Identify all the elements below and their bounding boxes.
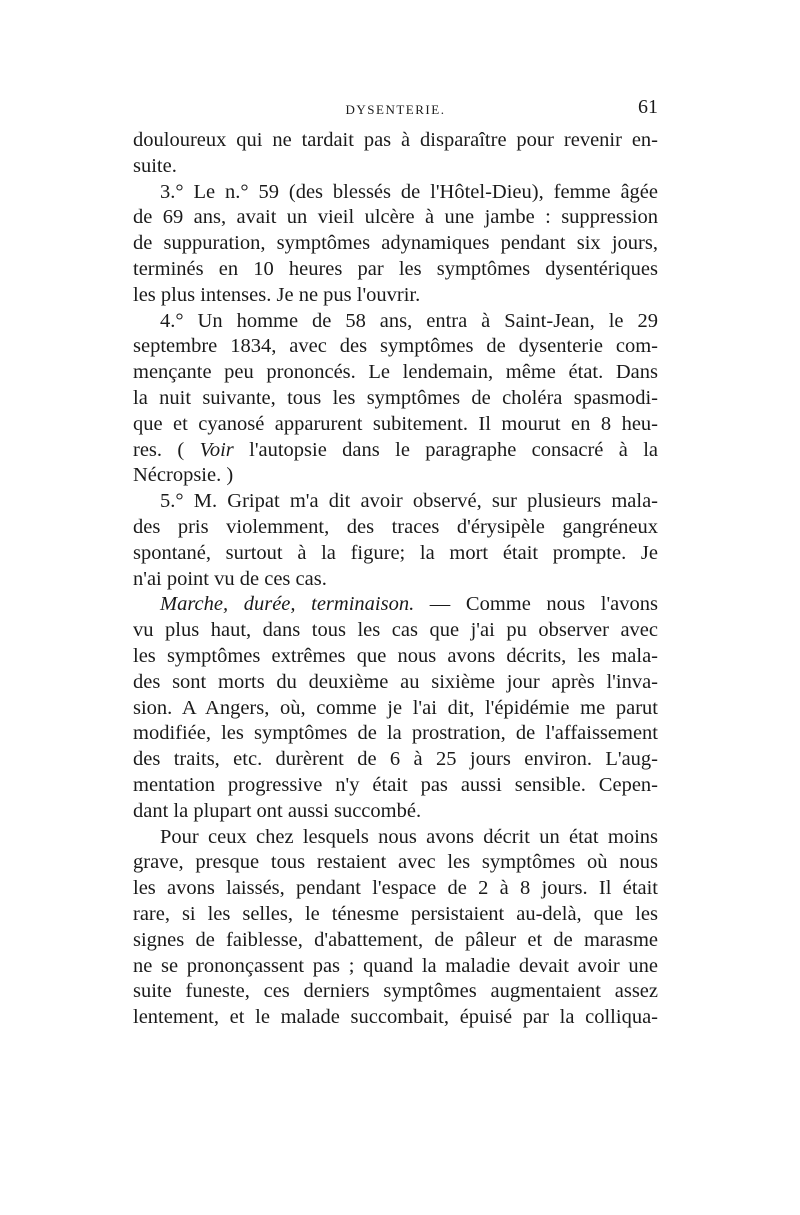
italic-phrase: Marche, durée, terminaison.: [160, 593, 415, 616]
text-line: mençante peu prononcés. Le lendemain, même état. Dans: [133, 361, 658, 384]
text-line: 5.° M. Gripat m'a dit avoir observé, sur plusieurs mala-: [160, 490, 658, 513]
text-line: les plus intenses. Je ne pus l'ouvrir.: [133, 283, 421, 306]
text-line: douloureux qui ne tardait pas à disparaître pour revenir en-: [133, 129, 658, 151]
text-line: spontané, surtout à la figure; la mort était prompte. Je: [133, 541, 658, 564]
text-line: que et cyanosé apparurent subitement. Il mourut en 8 heu-: [133, 412, 658, 435]
text-line: ne se prononçassent pas ; quand la maladie devait avoir une: [133, 954, 658, 977]
page-header-title: DYSENTERIE.: [345, 102, 446, 117]
text-line: de 69 ans, avait un vieil ulcère à une jambe : suppression: [133, 206, 658, 229]
text-line: terminés en 10 heures par les symptômes dysentériques: [133, 257, 658, 280]
text-line: rare, si les selles, le ténesme persistaient au-delà, que les: [133, 902, 658, 925]
text-line: 3.° Le n.° 59 (des blessés de l'Hôtel-Dieu), femme âgée: [160, 180, 658, 203]
text-line: suite funeste, ces derniers symptômes augmentaient assez: [133, 980, 658, 1003]
text-line: dant la plupart ont aussi succombé.: [133, 799, 422, 822]
text-line: n'ai point vu de ces cas.: [133, 567, 327, 590]
text-line: res. ( Voir l'autopsie dans le paragraphe consacré à la: [133, 438, 658, 461]
text-line: sion. A Angers, où, comme je l'ai dit, l'épidémie me parut: [133, 696, 658, 719]
running-head: [133, 98, 658, 122]
text-line: des sont morts du deuxième au sixième jour après l'inva-: [133, 670, 658, 693]
text-line: Pour ceux chez lesquels nous avons décrit un état moins: [160, 825, 658, 848]
text-line: suite.: [133, 154, 177, 177]
text-line: la nuit suivante, tous les symptômes de choléra spasmodi-: [133, 386, 658, 409]
text-line: Marche, durée, terminaison. — Comme nous l'avons: [160, 593, 658, 616]
text-line: modifiée, les symptômes de la prostration, de l'affaissement: [133, 722, 658, 745]
body-text: [133, 128, 658, 1031]
text-line: septembre 1834, avec des symptômes de dysenterie com-: [133, 335, 658, 358]
text-line: les avons laissés, pendant l'espace de 2 à 8 jours. Il était: [133, 877, 658, 900]
text-line: Nécropsie. ): [133, 464, 234, 487]
text-line: des traits, etc. durèrent de 6 à 25 jours environ. L'aug-: [133, 748, 658, 771]
text-line: lentement, et le malade succombait, épuisé par la colliqua-: [133, 1006, 658, 1029]
text-line: grave, presque tous restaient avec les symptômes où nous: [133, 851, 658, 874]
text-line: signes de faiblesse, d'abattement, de pâleur et de marasme: [133, 928, 658, 951]
page-number: 61: [638, 96, 658, 118]
text-line: de suppuration, symptômes adynamiques pendant six jours,: [133, 232, 658, 255]
text-line: mentation progressive n'y était pas aussi sensible. Cepen-: [133, 773, 658, 796]
text-line: des pris violemment, des traces d'érysipèle gangréneux: [133, 515, 658, 538]
text-line: vu plus haut, dans tous les cas que j'ai pu observer avec: [133, 619, 658, 642]
text-line: 4.° Un homme de 58 ans, entra à Saint-Jean, le 29: [160, 309, 658, 332]
text-line: les symptômes extrêmes que nous avons décrits, les mala-: [133, 644, 658, 667]
italic-phrase: Voir: [199, 438, 234, 461]
